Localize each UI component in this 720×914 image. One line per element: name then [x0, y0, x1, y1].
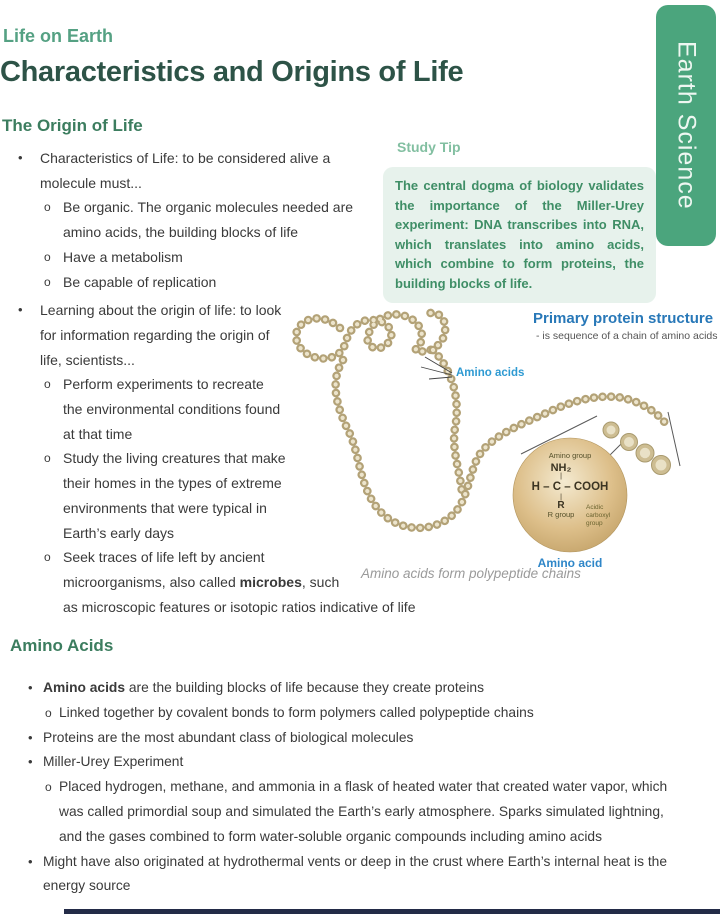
list-item — [0, 146, 370, 195]
list-item — [0, 750, 694, 775]
bullet-text: Have a metabolism — [63, 248, 183, 265]
bullet-marker: • — [28, 853, 33, 869]
page-title: Characteristics and Origins of Life — [0, 56, 464, 88]
bullet-marker: o — [44, 274, 51, 289]
section-heading-amino-acids: Amino Acids — [10, 636, 114, 655]
bullet-text-line: microorganisms, also called microbes, such — [63, 573, 340, 590]
diagram-title: Primary protein structure — [533, 310, 714, 327]
bullet-text-line: as microscopic features or isotopic ratios indicative of life — [63, 598, 416, 615]
list-item — [0, 701, 694, 726]
bullet-marker: • — [18, 302, 23, 318]
bullet-marker: o — [44, 451, 51, 466]
bullet-marker: o — [44, 249, 51, 264]
bullet-marker: • — [28, 729, 33, 745]
list-item — [0, 270, 430, 295]
amino-group-label: Amino group — [548, 451, 592, 460]
bullet-text: Placed hydrogen, methane, and ammonia in a flask of heated water that created water vapor, which was called primordial soup and simulated the Earth’s early atmosphere. Sparks simulated lightning, and the gases combined to form water-soluble organic compounds including amino acids — [59, 779, 668, 844]
diagram-subtitle: - is sequence of a chain of amino acids — [536, 330, 718, 342]
bullet-text: Linked together by covalent bonds to form polymers called polypeptide chains — [59, 704, 534, 720]
bullet-text-line: Seek traces of life left by ancient — [63, 549, 265, 566]
bullet-marker: • — [18, 150, 23, 165]
bullet-marker: o — [44, 550, 51, 565]
unit-topic: Life on Earth — [3, 26, 114, 46]
r-label: R — [557, 500, 565, 511]
list-item — [0, 726, 694, 751]
bullet-text: Be organic. The organic molecules needed are amino acids, the building blocks of life — [63, 199, 354, 241]
bullet-marker: o — [44, 377, 51, 392]
list-item — [0, 446, 289, 545]
list-item — [0, 195, 372, 244]
section-heading-origin-of-life: The Origin of Life — [2, 116, 143, 135]
tab-label: Earth Science — [672, 41, 701, 210]
formula-label: H – C – COOH — [531, 480, 609, 493]
list-item — [0, 775, 684, 849]
bullet-text: Be capable of replication — [63, 273, 217, 290]
bullet-marker: o — [45, 705, 52, 720]
study-tip-label: Study Tip — [397, 139, 461, 155]
bond-line: | — [560, 472, 562, 480]
amino-acids-list — [0, 676, 694, 899]
list-item — [0, 372, 287, 446]
list-item — [0, 245, 430, 270]
r-group-label: R group — [547, 510, 575, 519]
study-tip-text: The central dogma of biology validates the importance of the Miller-Urey experiment: DNA transcribes into RNA, which translates into amino acids, which combine to form proteins, the building blocks of life. — [395, 178, 644, 291]
bullet-text: Might have also originated at hydrothermal vents or deep in the crust where Earth’s internal heat is the energy source — [43, 853, 668, 894]
acidic-carboxyl-group-label: Acidic carboxyl group — [586, 504, 611, 527]
bullet-text: Learning about the origin of life: to look for information regarding the origin of life, scientists... — [40, 302, 282, 368]
bold-term-microbes: microbes — [239, 573, 302, 590]
bullet-text: Characteristics of Life: to be considered alive a molecule must... — [40, 150, 331, 191]
list-item — [0, 676, 694, 701]
bullet-marker: o — [44, 200, 51, 215]
bullet-marker: • — [28, 680, 33, 695]
bond-line: | — [560, 494, 562, 501]
figure-caption: Amino acids form polypeptide chains — [361, 566, 581, 581]
bullet-text: Perform experiments to recreate the environmental conditions found at that time — [63, 376, 281, 442]
list-item — [0, 298, 282, 372]
bullet-text: Study the living creatures that make their homes in the types of extreme environments that were typical in Earth’s early days — [63, 450, 286, 541]
bullet-marker: • — [28, 754, 33, 770]
bullet-text: Miller-Urey Experiment — [43, 754, 184, 770]
nh2-label: NH₂ — [550, 461, 572, 474]
bullet-marker: o — [45, 780, 52, 795]
bullet-text: Proteins are the most abundant class of biological molecules — [43, 729, 414, 745]
tab-earth-science[interactable] — [656, 5, 716, 246]
list-item — [0, 850, 688, 900]
amino-acids-label: Amino acids — [456, 367, 525, 379]
bold-term-amino-acids: Amino acids — [43, 680, 126, 695]
amino-acid-caption: Amino acid — [537, 556, 603, 570]
page-bottom-divider — [64, 909, 720, 914]
bullet-text: are the building blocks of life because they create proteins — [125, 680, 484, 695]
